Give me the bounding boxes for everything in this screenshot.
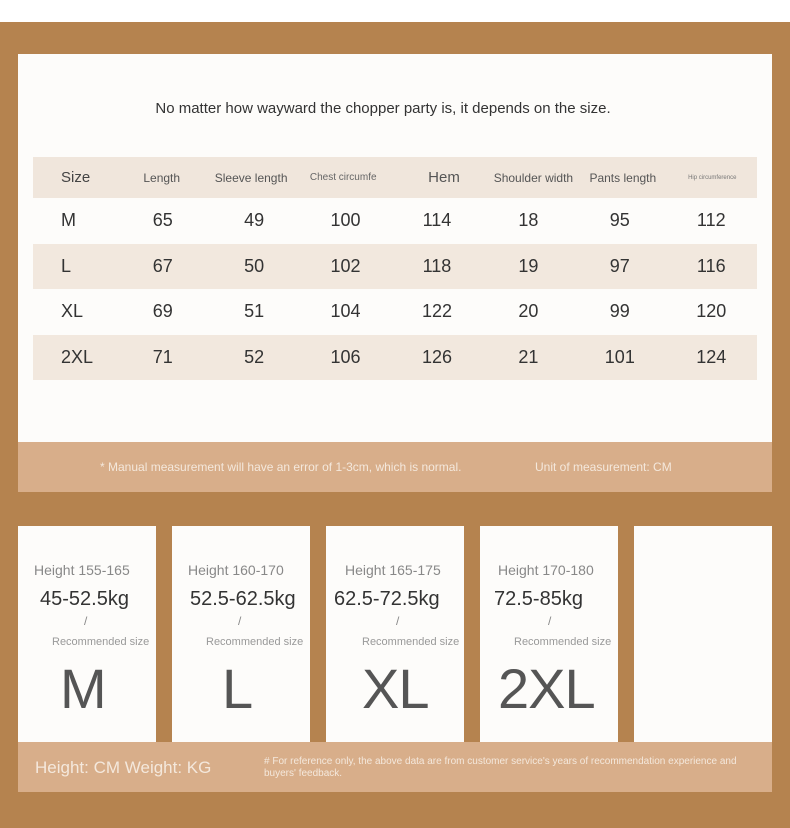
header-chest: Chest circumfe (309, 171, 377, 183)
card-recommended-label: Recommended size (206, 636, 304, 648)
cell: 104 (330, 301, 361, 322)
header-sleeve-length: Sleeve length (214, 170, 288, 185)
cell: 18 (518, 210, 539, 231)
cell: 69 (152, 301, 173, 322)
card-weight-range: 72.5-85kg (494, 588, 583, 610)
table-row (33, 244, 757, 290)
cell: 101 (604, 346, 635, 367)
card-divider-slash: / (238, 614, 242, 628)
header-length: Length (143, 170, 181, 185)
cell: 97 (609, 255, 630, 276)
size-card-l (172, 526, 310, 742)
table-row (33, 335, 757, 381)
size-card-2xl (480, 526, 618, 742)
cell: 122 (421, 301, 452, 322)
cell: 116 (696, 255, 726, 276)
table-header-row (33, 157, 757, 198)
cell: 126 (421, 346, 452, 367)
cell: 120 (696, 301, 727, 322)
cell: 95 (609, 210, 630, 231)
cell: 67 (152, 255, 173, 276)
card-size-letter: XL (362, 657, 429, 720)
header-size: Size (61, 169, 91, 186)
cell: 19 (518, 255, 539, 276)
cell: 20 (518, 301, 539, 322)
cell: 112 (696, 210, 726, 231)
size-table (33, 157, 757, 380)
card-height-range: Height 170-180 (498, 562, 594, 578)
cell: 49 (244, 210, 265, 231)
cell: 100 (330, 210, 361, 231)
cell: 50 (244, 255, 265, 276)
card-weight-range: 62.5-72.5kg (334, 588, 440, 610)
cell-size: 2XL (61, 346, 94, 367)
header-shoulder-width: Shoulder width (493, 170, 574, 185)
size-card-xl (326, 526, 464, 742)
size-card-m (18, 526, 156, 742)
card-height-range: Height 155-165 (34, 562, 130, 578)
card-size-letter: 2XL (498, 657, 595, 720)
card-recommended-label: Recommended size (362, 636, 460, 648)
card-recommended-label: Recommended size (514, 636, 612, 648)
cell: 124 (696, 346, 727, 367)
header-hem: Hem (428, 169, 460, 186)
card-weight-range: 52.5-62.5kg (190, 588, 296, 610)
headline: No matter how wayward the chopper party is, it depends on the size. (155, 100, 611, 117)
cell-size: XL (61, 301, 84, 322)
cell: 21 (518, 346, 539, 367)
cell: 65 (152, 210, 173, 231)
header-pants-length: Pants length (589, 170, 657, 185)
card-divider-slash: / (548, 614, 552, 628)
card-height-range: Height 165-175 (345, 562, 441, 578)
header-hip: Hip circumference (688, 174, 737, 181)
card-recommended-label: Recommended size (52, 636, 150, 648)
cell: 114 (422, 210, 452, 231)
cell: 51 (244, 301, 265, 322)
measurement-error-note: * Manual measurement will have an error of 1-3cm, which is normal. (100, 460, 462, 474)
card-divider-slash: / (396, 614, 400, 628)
cell-size: M (61, 210, 76, 231)
card-size-letter: L (222, 657, 253, 720)
footer-disclaimer: # For reference only, the above data are from customer service's years of recommendation experience and buyers' feedback. (264, 756, 737, 779)
cell: 52 (244, 346, 265, 367)
cell: 118 (422, 255, 452, 276)
table-row (33, 198, 757, 244)
card-weight-range: 45-52.5kg (40, 588, 129, 610)
cell-size: L (61, 255, 72, 276)
empty-card (634, 526, 772, 742)
unit-note: Unit of measurement: CM (535, 460, 672, 474)
card-height-range: Height 160-170 (188, 562, 284, 578)
cell: 102 (330, 255, 361, 276)
card-size-letter: M (60, 657, 106, 720)
footer-units: Height: CM Weight: KG (35, 758, 212, 777)
card-divider-slash: / (84, 614, 88, 628)
cell: 106 (330, 346, 361, 367)
cell: 71 (152, 346, 173, 367)
table-row (33, 289, 757, 335)
cell: 99 (609, 301, 630, 322)
